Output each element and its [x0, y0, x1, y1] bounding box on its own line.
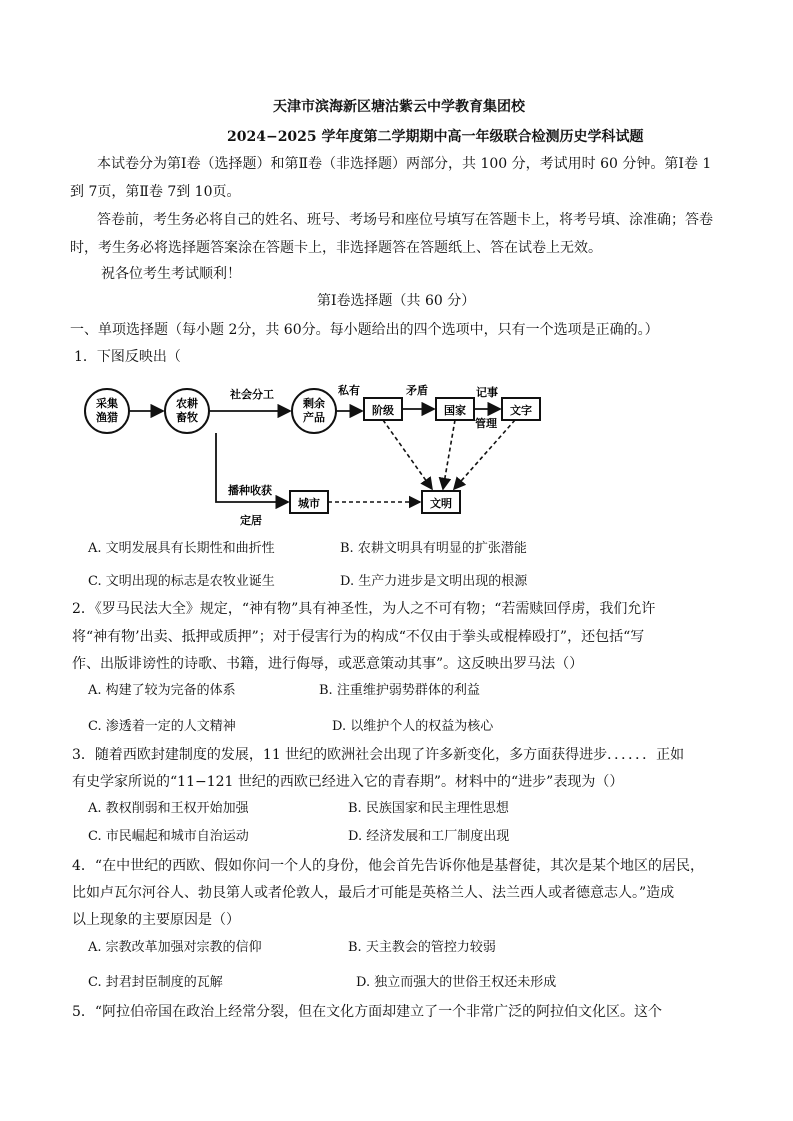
label-dingju: 定居 [240, 514, 262, 527]
question-2-stem-line: 2．《罗马民法大全》规定，“神有物”具有神圣性，为人之不可有物；“若需赎回俘虏，我们允许 [72, 601, 656, 617]
q3-option-c: C. 市民崛起和城市自治运动 [88, 829, 249, 844]
civilization-flow-diagram [70, 375, 560, 530]
question-3-stem-line: 有史学家所说的“11−121 世纪的西欧已经进入它的青春期”。材料中的“进步”表现为（） [72, 774, 624, 790]
node-nonggeng-line1: 农耕 [176, 397, 198, 410]
question-1-stem: 1．下图反映出（ [74, 349, 181, 365]
question-2-stem-line: 作、出版诽谤性的诗歌、书籍，进行侮辱，或恶意策动其事”。这反映出罗马法（） [72, 656, 584, 672]
q1-option-a: A. 文明发展具有长期性和曲折性 [88, 541, 275, 556]
node-guojia: 国家 [444, 404, 466, 417]
exam-title: 2024−2025 学年度第二学期期中高一年级联合检测历史学科试题 [227, 129, 644, 145]
q2-option-c: C. 渗透着一定的人文精神 [88, 719, 236, 734]
q4-option-b: B. 天主教会的管控力较弱 [348, 940, 496, 955]
q1-option-b: B. 农耕文明具有明显的扩张潜能 [340, 541, 527, 556]
section-instruction: 一、单项选择题（每小题 2分，共 60分。每小题给出的四个选项中，只有一个选项是正确的。） [70, 322, 659, 338]
label-jishi: 记事 [476, 386, 498, 399]
label-guanli: 管理 [475, 417, 497, 430]
q4-option-d: D. 独立而强大的世俗王权还未形成 [356, 975, 557, 990]
q1-option-d: D. 生产力进步是文明出现的根源 [340, 574, 528, 589]
intro-line: 本试卷分为第Ⅰ卷（选择题）和第Ⅱ卷（非选择题）两部分，共 100 分，考试用时 60 分钟。第Ⅰ卷 1 [97, 156, 712, 172]
intro-line: 时，考生务必将选择题答案涂在答题卡上，非选择题答在答题纸上、答在试卷上无效。 [70, 240, 602, 256]
q2-option-b: B. 注重维护弱势群体的利益 [319, 683, 480, 698]
good-luck-text: 祝各位考生考试顺利！ [101, 266, 241, 282]
node-caiji [85, 389, 129, 433]
arrow-wenzi-wenming [454, 420, 515, 489]
q3-option-d: D. 经济发展和工厂制度出现 [348, 829, 510, 844]
label-siyou: 私有 [338, 384, 360, 397]
question-4-stem-line: 以上现象的主要原因是（） [72, 912, 240, 928]
node-wenming: 文明 [430, 497, 452, 510]
q2-option-d: D. 以维护个人的权益为核心 [332, 719, 494, 734]
node-wenzi: 文字 [510, 404, 532, 417]
intro-line: 答卷前，考生务必将自己的姓名、班号、考场号和座位号填写在答题卡上，将考号填、涂准确；答卷 [97, 212, 713, 228]
question-4-stem-line: 比如卢瓦尔河谷人、勃艮第人或者伦敦人，最后才可能是英格兰人、法兰西人或者德意志人。”造成 [72, 885, 675, 901]
intro-line: 到 7页，第Ⅱ卷 7到 10页。 [70, 184, 241, 200]
q4-option-a: A. 宗教改革加强对宗教的信仰 [88, 940, 262, 955]
arrow-jieji-wenming [383, 420, 432, 489]
node-caiji-line1: 采集 [96, 397, 118, 410]
question-4-stem-line: 4．“在中世纪的西欧、假如你问一个人的身份，他会首先告诉你他是基督徒，其次是某个地区的居民， [72, 858, 705, 874]
node-jieji: 阶级 [372, 404, 394, 417]
node-shengyu-line2: 产品 [303, 411, 325, 424]
question-3-stem-line: 3．随着西欧封建制度的发展，11 世纪的欧洲社会出现了许多新变化，多方面获得进步．．．．．．正如 [72, 747, 685, 763]
arrow-guojia-wenming [443, 420, 455, 489]
question-2-stem-line: 将“神有物’出卖、抵押或质押”；对于侵害行为的构成“不仅由于拳头或棍棒殴打”，还包括“写 [72, 629, 645, 645]
node-chengshi: 城市 [298, 497, 320, 510]
school-name: 天津市滨海新区塘沽紫云中学教育集团校 [273, 99, 525, 115]
label-bozhong-shouhuo: 播种收获 [228, 484, 272, 497]
question-5-stem-line: 5．“阿拉伯帝国在政治上经常分裂，但在文化方面却建立了一个非常广泛的阿拉伯文化区。这个 [72, 1004, 663, 1020]
node-caiji-line2: 渔猎 [96, 411, 118, 424]
label-shehui-fengong: 社会分工 [230, 388, 274, 401]
node-nonggeng [165, 389, 209, 433]
node-shengyu [292, 389, 336, 433]
label-maodun: 矛盾 [406, 384, 428, 397]
node-shengyu-line1: 剩余 [303, 397, 325, 410]
q3-option-b: B. 民族国家和民主理性思想 [348, 801, 509, 816]
q1-option-c: C. 文明出现的标志是农牧业诞生 [88, 574, 275, 589]
q2-option-a: A. 构建了较为完备的体系 [88, 683, 236, 698]
section-title: 第Ⅰ卷选择题（共 60 分） [317, 293, 476, 309]
node-nonggeng-line2: 畜牧 [176, 411, 198, 424]
q3-option-a: A. 教权削弱和王权开始加强 [88, 801, 249, 816]
q4-option-c: C. 封君封臣制度的瓦解 [88, 975, 223, 990]
